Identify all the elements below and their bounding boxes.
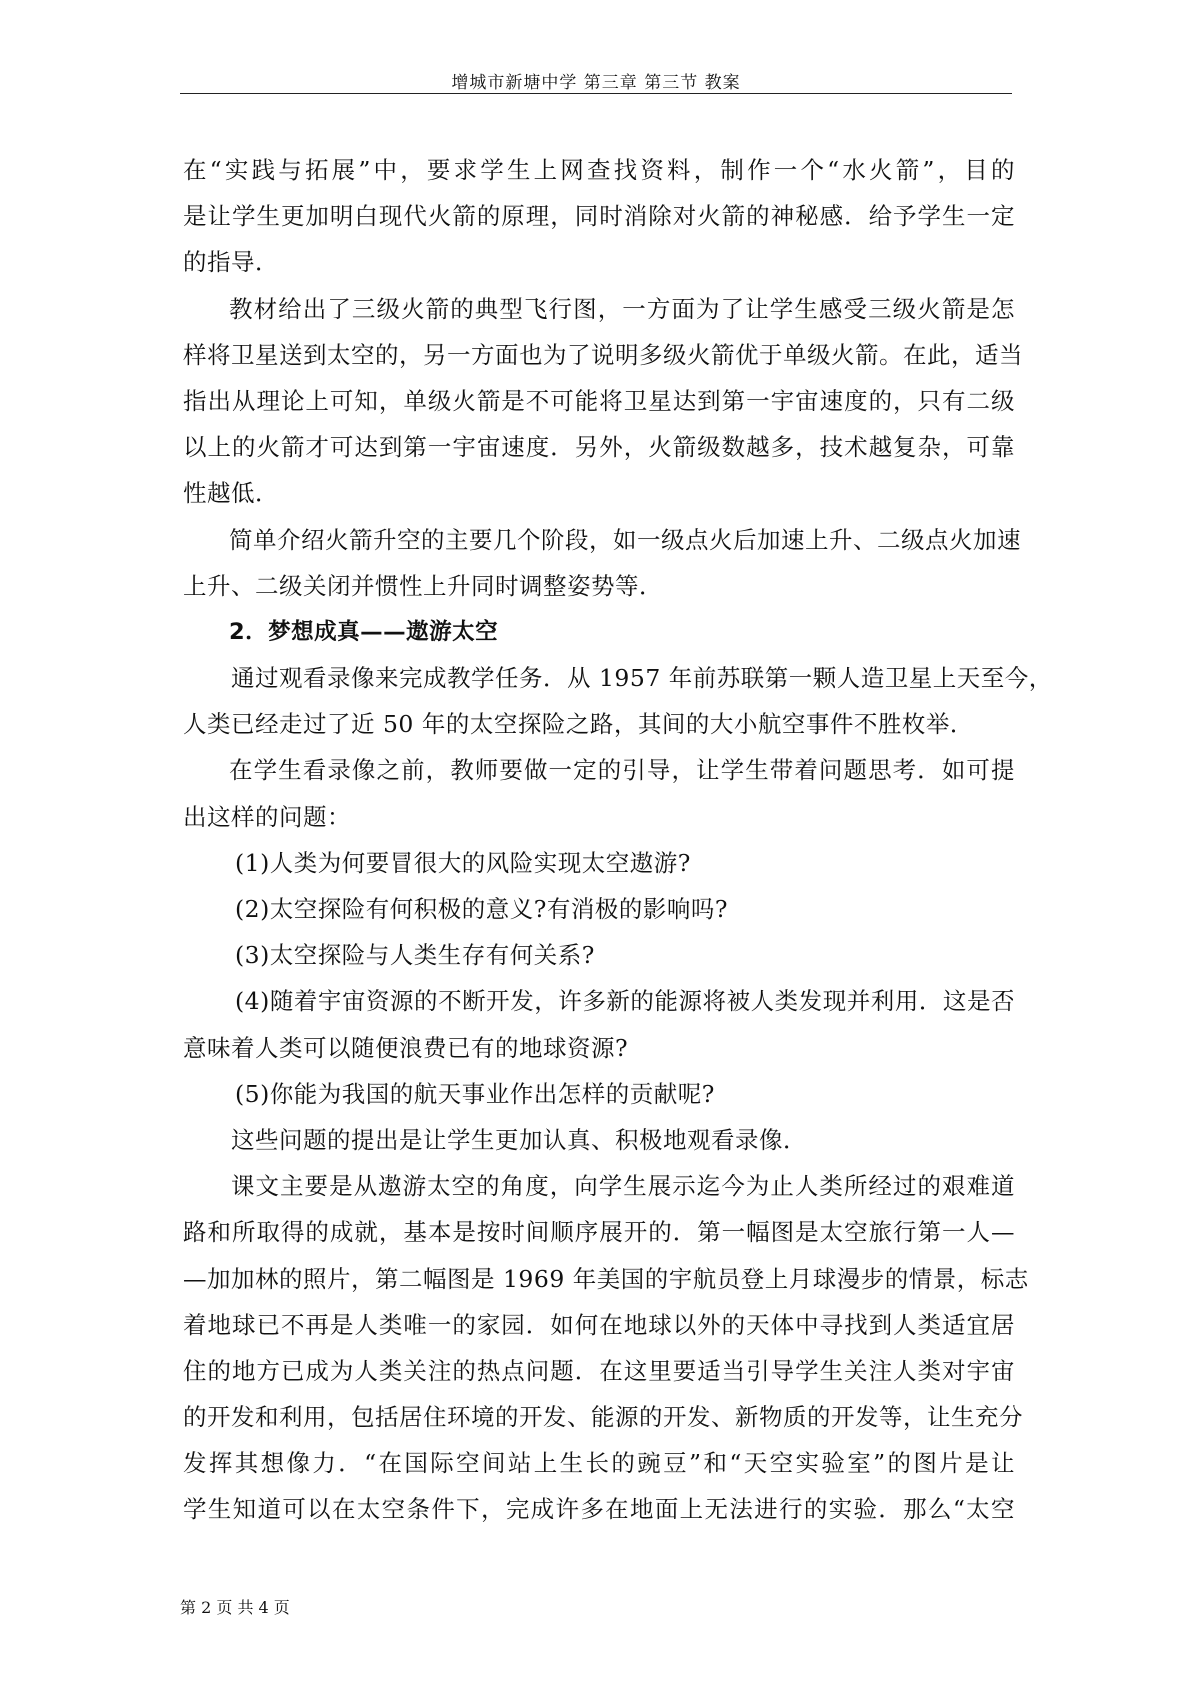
text-line: 是让学生更加明白现代火箭的原理，同时消除对火箭的神秘感．给予学生一定	[183, 202, 1015, 231]
text-line: 意味着人类可以随便浪费已有的地球资源?	[183, 1033, 629, 1062]
text-line: 发挥其想像力．“在国际空间站上生长的豌豆”和“天空实验室”的图片是让	[183, 1449, 1015, 1478]
text-line: 着地球已不再是人类唯一的家园．如何在地球以外的天体中寻找到人类适宜居	[183, 1310, 1015, 1339]
text-line: 在“实践与拓展”中，要求学生上网查找资料，制作一个“水火箭”，目的	[183, 156, 1015, 184]
text-line: 教材给出了三级火箭的典型飞行图，一方面为了让学生感受三级火箭是怎	[229, 294, 1015, 323]
text-line: 样将卫星送到太空的，另一方面也为了说明多级火箭优于单级火箭。在此，适当	[183, 340, 1023, 369]
text-line: 的指导．	[183, 248, 279, 277]
text-line: 课文主要是从遨游太空的角度，向学生展示迄今为止人类所经过的艰难道	[231, 1172, 1015, 1201]
text-line: 简单介绍火箭升空的主要几个阶段，如一级点火后加速上升、二级点火加速	[229, 525, 1021, 554]
page-footer: 第 2 页 共 4 页	[180, 1598, 290, 1617]
text-line: (1)人类为何要冒很大的风险实现太空遨游?	[235, 848, 691, 877]
text-line: (2)太空探险有何积极的意义?有消极的影响吗?	[235, 895, 728, 923]
text-line: 这些问题的提出是让学生更加认真、积极地观看录像．	[231, 1125, 807, 1154]
text-line: 性越低．	[183, 479, 279, 508]
text-line: 以上的火箭才可达到第一宇宙速度．另外，火箭级数越多，技术越复杂，可靠	[183, 433, 1015, 462]
text-line: 指出从理论上可知，单级火箭是不可能将卫星达到第一宇宙速度的，只有二级	[183, 386, 1015, 415]
document-body	[183, 147, 1053, 1533]
text-line: (3)太空探险与人类生存有何关系?	[235, 941, 595, 970]
text-line: 住的地方已成为人类关注的热点问题．在这里要适当引导学生关注人类对宇宙	[183, 1356, 1015, 1385]
text-line: (4)随着宇宙资源的不断开发，许多新的能源将被人类发现并利用．这是否	[235, 987, 1015, 1016]
text-line: 路和所取得的成就，基本是按时间顺序展开的．第一幅图是太空旅行第一人—	[183, 1218, 1015, 1247]
text-line: —加加林的照片，第二幅图是 1969 年美国的宇航员登上月球漫步的情景，标志	[183, 1264, 1029, 1293]
text-line: (5)你能为我国的航天事业作出怎样的贡献呢?	[235, 1079, 715, 1108]
header-divider	[180, 93, 1012, 94]
text-line: 的开发和利用，包括居住环境的开发、能源的开发、新物质的开发等，让生充分	[183, 1403, 1023, 1432]
text-line: 上升、二级关闭并惯性上升同时调整姿势等．	[183, 571, 663, 600]
page-header: 增城市新塘中学 第三章 第三节 教案	[451, 73, 741, 93]
text-line: 学生知道可以在太空条件下，完成许多在地面上无法进行的实验．那么“太空	[183, 1495, 1015, 1524]
text-line: 通过观看录像来完成教学任务．从 1957 年前苏联第一颗人造卫星上天至今，	[231, 664, 1053, 693]
text-line: 在学生看录像之前，教师要做一定的引导，让学生带着问题思考．如可提	[229, 756, 1015, 785]
section-heading: 2．梦想成真——遨游太空	[229, 618, 499, 645]
text-line: 人类已经走过了近 50 年的太空探险之路，其间的大小航空事件不胜枚举．	[183, 710, 974, 739]
text-line: 出这样的问题：	[183, 802, 351, 831]
